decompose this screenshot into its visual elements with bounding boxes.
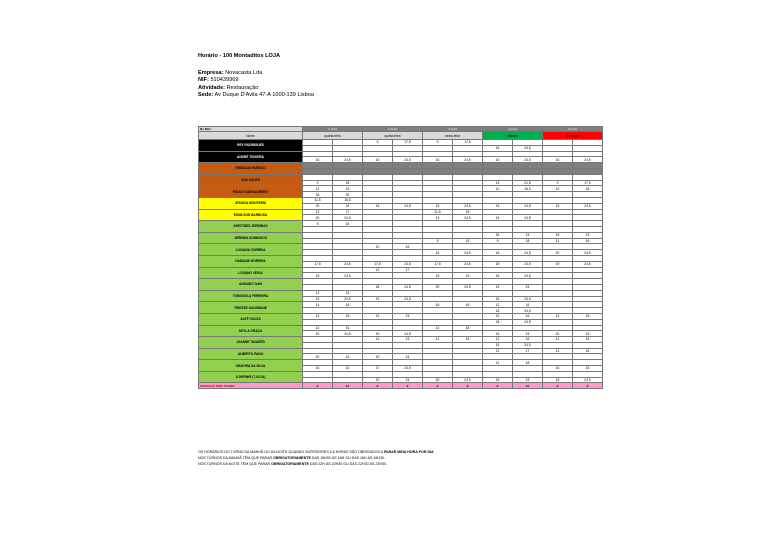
shift-time-cell: 16 [483, 215, 513, 221]
shift-time-cell: 15 [453, 238, 483, 244]
note-line-3: NOS TURNOS DA NOITE TÊM QUE PARAR OBRIGATORIAMENTE DAS 22H ÀS 22H30 OU DAS 22H30 ÀS 23H00. [198, 462, 388, 466]
atividade-line: Atividade: Restauração [198, 84, 259, 91]
shift-time-cell: 16 [573, 313, 603, 319]
shift-time-cell: 16 [423, 250, 453, 256]
shift-time-cell: 18 [483, 308, 513, 314]
name-header: Nome [199, 132, 303, 140]
shift-time-cell: 18 [483, 342, 513, 348]
shift-time-cell: 12 [303, 209, 333, 215]
shift-time-cell: 24,5 [573, 250, 603, 256]
shift-time-cell: 16 [423, 302, 453, 308]
shift-time-cell: 11 [543, 238, 573, 244]
shift-time-cell: 16 [483, 250, 513, 256]
shift-time-cell: 23 [573, 366, 603, 372]
shift-time-cell: 24,5 [333, 261, 363, 267]
shift-time-cell: 24,5 [513, 296, 543, 302]
shift-time-cell: 18 [513, 238, 543, 244]
employee-name: JOANNE TAVARES [199, 337, 303, 349]
date-cell: 1-3-24 [303, 127, 363, 132]
shift-time-cell: 9 [423, 140, 453, 146]
shift-time-cell: 24,5 [573, 377, 603, 383]
shift-time-cell: 22 [333, 366, 363, 372]
shift-time-cell: 15 [393, 313, 423, 319]
shift-time-cell: 24,5 [513, 215, 543, 221]
document-title: Horário - 100 Montaditos LOJA [198, 53, 281, 59]
shift-time-cell: 24,5 [333, 273, 363, 279]
shift-time-cell: 16 [333, 221, 363, 227]
shift-time-cell: 18 [543, 232, 573, 238]
shift-time-cell: 20 [303, 354, 333, 360]
shift-time-cell: 17 [363, 366, 393, 372]
employee-name: ERIVALDO MÁRCIO [199, 163, 303, 175]
shift-time-cell: 24,5 [453, 250, 483, 256]
shift-time-cell: 20 [303, 203, 333, 209]
shift-time-cell: 9 [483, 238, 513, 244]
shift-time-cell: 20 [363, 331, 393, 337]
schedule-table [198, 126, 603, 389]
shift-time-cell: 24,5 [453, 284, 483, 290]
shift-time-cell: 12 [303, 290, 333, 296]
note-line-1: OS HORÁRIOS DO TURNO DA MANHÃ OU DA NOITE QUANDO SUPERIORES A 6 HORAS SÃO OBRIGADOS A PARAR MEIA HORA POR DIA [198, 450, 434, 454]
shift-time-cell: 9 [363, 140, 393, 146]
employee-name: TONISSOLA FERREIRA [199, 290, 303, 302]
shift-time-cell: 18 [573, 186, 603, 192]
note-line-2: NOS TURNOS DA MANHÃ TÊM QUE PARAR OBRIGATORIAMENTE DAS 15H00 ÀS 16H OU DAS 16H ÀS 16H30. [198, 456, 386, 460]
shift-time-cell: 16 [483, 232, 513, 238]
shift-time-cell: 15 [483, 203, 513, 209]
shift-time-cell: 17 [393, 267, 423, 273]
shift-time-cell: 16 [423, 157, 453, 163]
empresa-value: Novacasta Lda [225, 69, 263, 76]
shift-time-cell: 10 [363, 244, 393, 250]
shift-time-cell: 16 [483, 296, 513, 302]
staff-count-cell: 9 [453, 383, 483, 388]
shift-time-cell: 19 [423, 215, 453, 221]
employee-name: A DEFINIR (7-03-24) [199, 371, 303, 383]
shift-time-cell: 24,5 [513, 273, 543, 279]
shift-time-cell: 24 [513, 284, 543, 290]
shift-time-cell: 12 [483, 302, 513, 308]
shift-time-cell: 15 [333, 290, 363, 296]
employee-name: ANDRÉ TEIXEIRA [199, 151, 303, 163]
employee-name: JEREMIA DOMINGOS [199, 232, 303, 244]
shift-time-cell: 24,5 [393, 331, 423, 337]
shift-time-cell: 16 [513, 302, 543, 308]
nif-line: NIF: 510439969 [198, 77, 239, 84]
shift-time-cell: 24,5 [333, 296, 363, 302]
shift-time-cell: 12 [483, 313, 513, 319]
date-row-label: Do Mês: [199, 127, 303, 132]
employee-name: TRIESSE GULEMANE [199, 302, 303, 314]
shift-time-cell: 20 [543, 331, 573, 337]
schedule-notes [198, 449, 434, 467]
employee-name: JESSICA MONTEIRO [199, 197, 303, 209]
staff-count-cell: 15 [513, 383, 543, 388]
staff-count-cell: 8 [423, 383, 453, 388]
weekday-header: quarta-feira [303, 132, 363, 140]
shift-time-cell: 18 [333, 302, 363, 308]
staff-count-cell: 8 [543, 383, 573, 388]
shift-time-cell: 11,5 [423, 209, 453, 215]
shift-time-cell: 16 [483, 145, 513, 151]
shift-time-cell: 24 [333, 354, 363, 360]
shift-time-cell: 15 [483, 284, 513, 290]
staff-count-cell: 10 [333, 383, 363, 388]
shift-time-cell: 18 [333, 180, 363, 186]
shift-time-cell: 19 [543, 261, 573, 267]
shift-time-cell: 12 [483, 360, 513, 366]
shift-time-cell: 16 [453, 302, 483, 308]
shift-time-cell: 20 [363, 354, 393, 360]
shift-time-cell: 9 [423, 238, 453, 244]
shift-time-cell: 16 [423, 203, 453, 209]
shift-time-cell: 15 [483, 331, 513, 337]
shift-time-cell: 12 [363, 313, 393, 319]
staff-count-cell: 9 [393, 383, 423, 388]
shift-time-cell: 12 [543, 348, 573, 354]
employee-name: LOSANO VEIGA [199, 267, 303, 279]
shift-time-cell: 24,5 [513, 261, 543, 267]
staff-count-cell: 8 [573, 383, 603, 388]
shift-time-cell: 16 [573, 238, 603, 244]
shift-time-cell: 11,5 [303, 197, 333, 203]
employee-name: SHAKIRA DA SILVA [199, 360, 303, 372]
shift-time-cell: 24,5 [573, 157, 603, 163]
shift-time-cell: 24,5 [573, 261, 603, 267]
shift-time-cell: 24,5 [333, 215, 363, 221]
date-cell: 4-3-24 [483, 127, 543, 132]
shift-time-cell: 17,5 [573, 180, 603, 186]
shift-time-cell: 16 [483, 273, 513, 279]
shift-time-cell: 24,5 [453, 203, 483, 209]
shift-time-cell: 24,5 [393, 296, 423, 302]
shift-time-cell: 18 [483, 319, 513, 325]
shift-time-cell: 23 [573, 331, 603, 337]
shift-time-cell: 16 [513, 313, 543, 319]
shift-time-cell: 24 [333, 203, 363, 209]
shift-time-cell: 20 [303, 331, 333, 337]
shift-time-cell: 16 [303, 366, 333, 372]
employee-name: ALBERTO PAIVA [199, 348, 303, 360]
shift-time-cell: 15 [333, 186, 363, 192]
shift-time-cell: 16,5 [333, 197, 363, 203]
date-cell: 5-3-24 [543, 127, 603, 132]
shift-time-cell: 24,5 [513, 308, 543, 314]
shift-time-cell: 20 [303, 215, 333, 221]
shift-time-cell: 12 [303, 325, 333, 331]
shift-time-cell: 9 [303, 180, 333, 186]
shift-time-cell: 21,5 [513, 180, 543, 186]
shift-time-cell: 19 [363, 296, 393, 302]
employee-name: LUCIANA CORREIA [199, 244, 303, 256]
shift-time-cell: 16 [573, 348, 603, 354]
shift-time-cell: 24,5 [513, 157, 543, 163]
shift-time-cell: 15 [393, 337, 423, 343]
shift-time-cell: 24,5 [333, 331, 363, 337]
shift-time-cell: 15 [573, 337, 603, 343]
weekday-header: sexta-feira [423, 132, 483, 140]
shift-time-cell: 12 [363, 337, 393, 343]
shift-time-cell: 18 [423, 273, 453, 279]
shift-time-cell: 17,5 [423, 261, 453, 267]
weekday-header: sábado [483, 132, 543, 140]
shift-time-cell: 24 [393, 377, 423, 383]
shift-time-cell: 12 [543, 313, 573, 319]
weekday-header: quinta-feira [363, 132, 423, 140]
weekday-header: domingo [543, 132, 603, 140]
shift-time-cell: 10 [483, 186, 513, 192]
staff-count-cell: 8 [363, 383, 393, 388]
sede-line: Sede: Av Duque D'Avila 47-A 1000-139 Lisboa [198, 92, 314, 99]
shift-time-cell: 16 [543, 157, 573, 163]
shift-time-cell: 16 [363, 157, 393, 163]
shift-time-cell: 17,5 [303, 261, 333, 267]
document-header [198, 53, 314, 100]
shift-time-cell: 17 [513, 348, 543, 354]
shift-time-cell: 24,5 [453, 215, 483, 221]
shift-time-cell: 12 [423, 337, 453, 343]
employee-name: EDNILSON BARBOSA [199, 209, 303, 221]
shift-time-cell: 10 [543, 186, 573, 192]
shift-time-cell: 17,5 [363, 261, 393, 267]
shift-time-cell: 24,5 [453, 261, 483, 267]
shift-time-cell: 12 [363, 267, 393, 273]
employee-name: ALEF SOUZA [199, 313, 303, 325]
shift-time-cell: 16 [543, 377, 573, 383]
employee-name: NADIANE MOREIRA [199, 255, 303, 267]
shift-time-cell: 15 [483, 377, 513, 383]
shift-time-cell: 16 [543, 366, 573, 372]
shift-time-cell: 24 [513, 232, 543, 238]
shift-time-cell: 16 [303, 273, 333, 279]
employee-name: ARISTIDES JEREMIAS [199, 221, 303, 233]
shift-time-cell: 14 [303, 302, 333, 308]
shift-time-cell: 16 [393, 244, 423, 250]
shift-time-cell: 18 [363, 284, 393, 290]
shift-time-cell: 23 [453, 273, 483, 279]
shift-time-cell: 20 [363, 377, 393, 383]
shift-time-cell: 15 [453, 337, 483, 343]
shift-time-cell: 16 [483, 157, 513, 163]
shift-time-cell: 16 [363, 203, 393, 209]
shift-time-cell: 24 [513, 331, 543, 337]
shift-time-cell: 12 [483, 337, 513, 343]
shift-time-cell: 18 [333, 313, 363, 319]
atividade-value: Restauração [226, 84, 259, 91]
date-cell: 2-3-24 [363, 127, 423, 132]
shift-time-cell: 24,5 [513, 250, 543, 256]
shift-time-cell: 24,5 [393, 261, 423, 267]
shift-time-cell: 20 [423, 377, 453, 383]
shift-time-cell: 16 [453, 209, 483, 215]
shift-time-cell: 12 [303, 313, 333, 319]
shift-time-cell: 24,5 [453, 377, 483, 383]
staff-count-label: PESSOAS POR TURNO [199, 383, 303, 388]
shift-time-cell: 23 [573, 232, 603, 238]
sede-value: Av Duque D'Avila 47-A 1000-139 Lisboa [214, 92, 314, 99]
shift-time-cell: 24,5 [513, 342, 543, 348]
shift-time-cell: 24,5 [393, 284, 423, 290]
shift-time-cell: 24,5 [573, 203, 603, 209]
employee-name: PAULO CARVALHEIRO [199, 186, 303, 198]
shift-time-cell: 12 [423, 325, 453, 331]
shift-time-cell: 9 [543, 180, 573, 186]
employee-name: ANA SOUZA [199, 174, 303, 186]
nif-value: 510439969 [210, 77, 239, 84]
shift-time-cell: 24,5 [513, 203, 543, 209]
shift-time-cell: 24,5 [333, 157, 363, 163]
employee-name: REY RODRIGUES [199, 140, 303, 152]
shift-time-cell: 18 [303, 192, 333, 198]
shift-time-cell: 9 [303, 221, 333, 227]
staff-count-cell: 9 [303, 383, 333, 388]
employee-name: ANSAIDO IVAN [199, 279, 303, 291]
shift-time-cell: 24,5 [453, 157, 483, 163]
shift-time-cell: 24,5 [393, 157, 423, 163]
shift-time-cell: 24,5 [393, 366, 423, 372]
shift-time-cell: 16 [513, 337, 543, 343]
shift-time-cell: 13 [483, 180, 513, 186]
shift-time-cell: 20 [333, 192, 363, 198]
shift-time-cell: 17,5 [453, 140, 483, 146]
date-cell: 3-3-24 [423, 127, 483, 132]
shift-time-cell: 16 [543, 203, 573, 209]
shift-time-cell: 24,5 [393, 203, 423, 209]
empresa-line: Empresa: Novacasta Lda [198, 69, 263, 76]
employee-name: KEYLA GRAÇA [199, 325, 303, 337]
shift-time-cell: 18 [513, 360, 543, 366]
shift-time-cell: 24 [393, 354, 423, 360]
shift-time-cell: 12 [303, 186, 333, 192]
shift-time-cell: 17,5 [393, 140, 423, 146]
staff-count-cell: 9 [483, 383, 513, 388]
shift-time-cell: 24,5 [513, 319, 543, 325]
shift-time-cell: 16 [333, 325, 363, 331]
shift-time-cell: 24,5 [513, 145, 543, 151]
shift-time-cell: 18 [453, 325, 483, 331]
shift-time-cell: 18,5 [513, 186, 543, 192]
shift-time-cell: 16 [303, 157, 333, 163]
shift-time-cell: 18 [483, 261, 513, 267]
shift-time-cell: 19 [303, 296, 333, 302]
shift-time-cell: 20 [543, 250, 573, 256]
shift-time-cell: 20 [423, 284, 453, 290]
shift-time-cell: 12 [543, 337, 573, 343]
shift-time-cell: 12 [483, 348, 513, 354]
shift-time-cell: 23 [513, 377, 543, 383]
shift-time-cell: 17 [333, 209, 363, 215]
